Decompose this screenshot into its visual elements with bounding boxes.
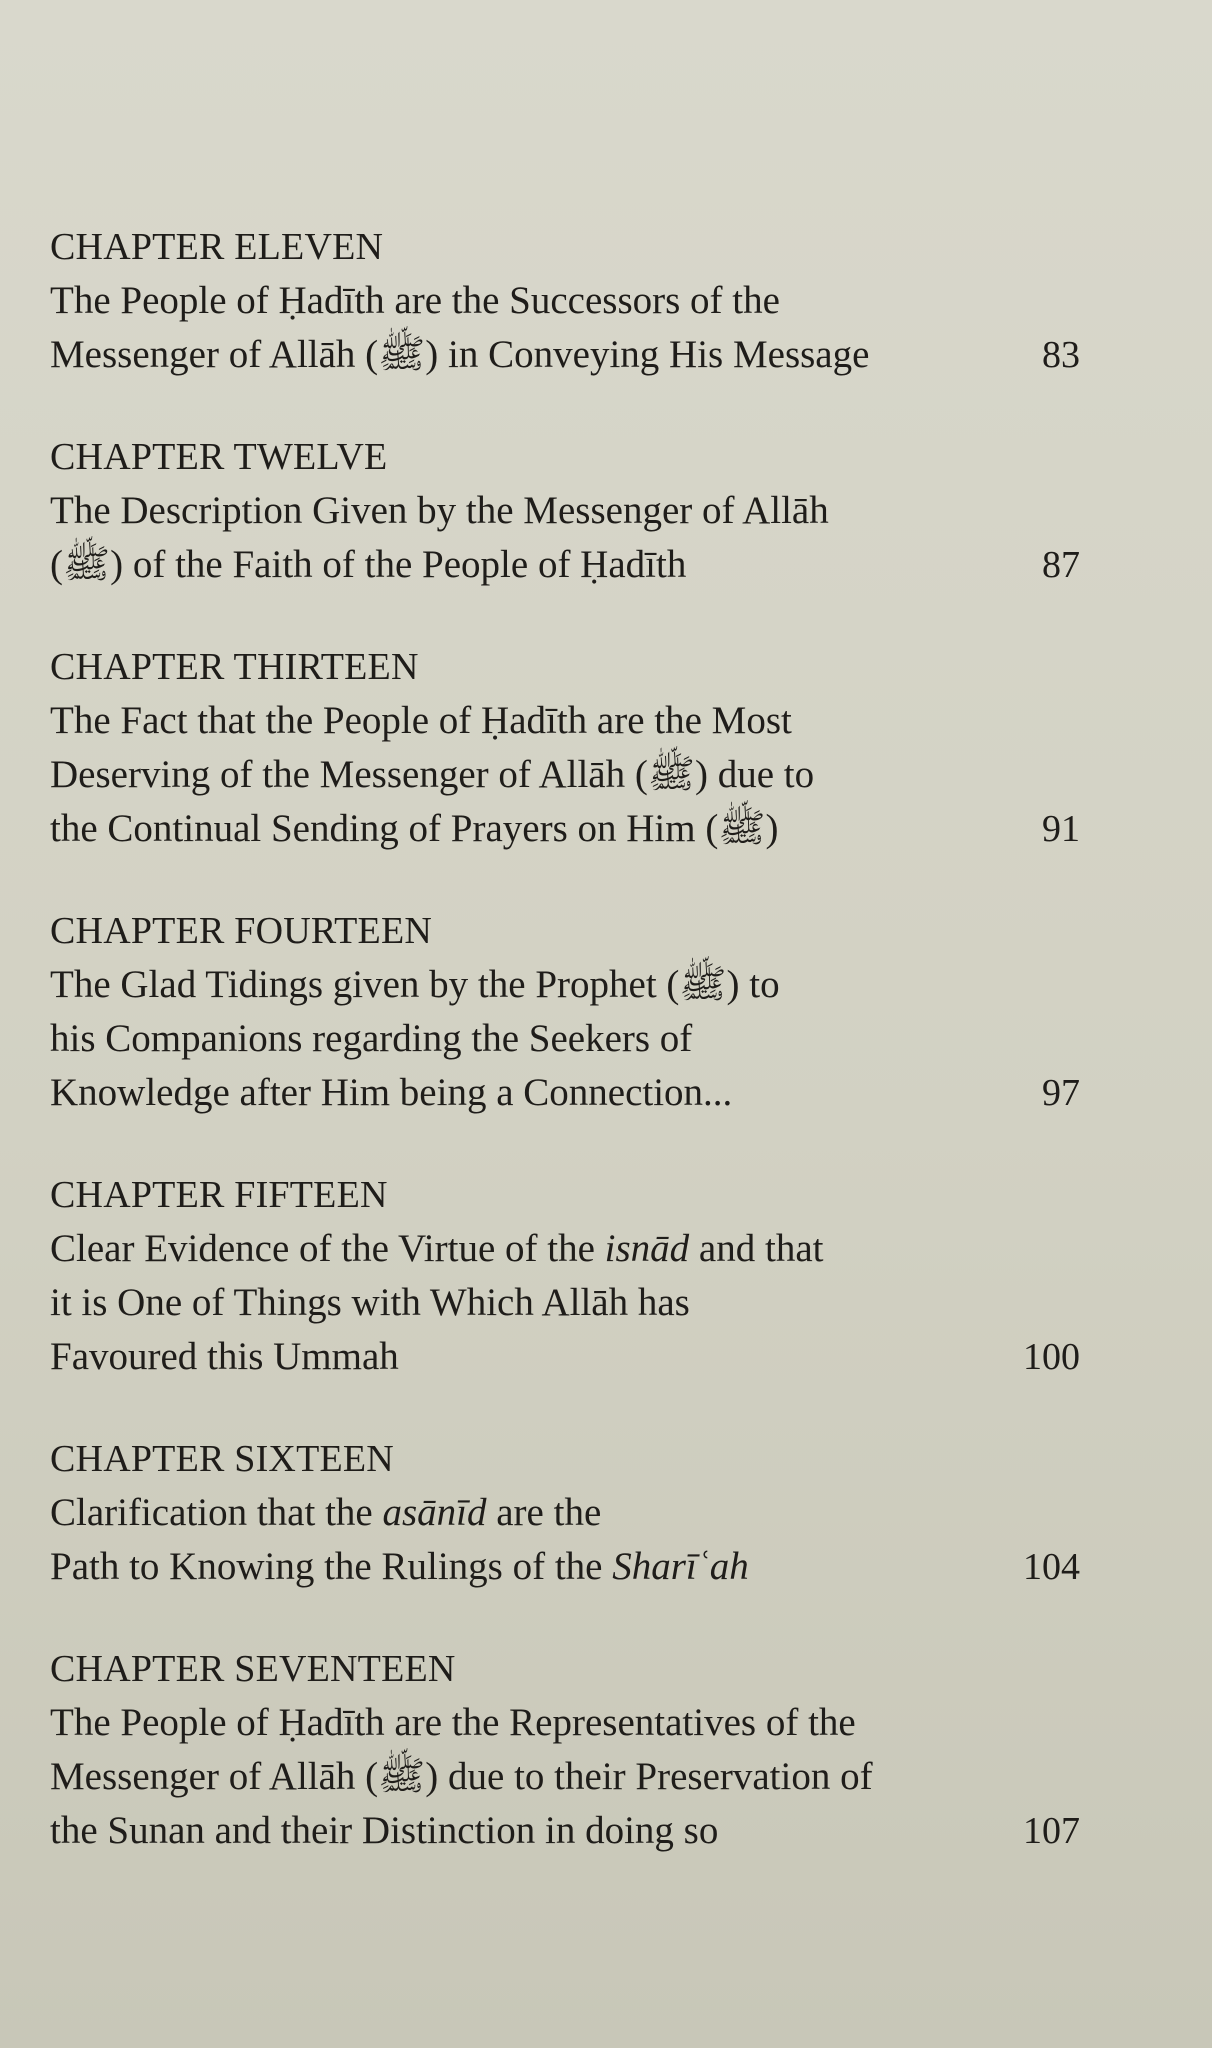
page-number: 83 (1042, 334, 1080, 376)
chapter-title-line: The Glad Tidings given by the Prophet (ﷺ) to (50, 963, 780, 1006)
chapter-title-line: Clarification that the asānīd are the (50, 1491, 602, 1534)
page-number: 87 (1042, 544, 1080, 586)
chapter-title-line: the Continual Sending of Prayers on Him (ﷺ) (50, 807, 779, 850)
chapter-title-line: Favoured this Ummah (50, 1335, 399, 1378)
table-of-contents (50, 220, 1080, 1858)
chapter-title-line: (ﷺ) of the Faith of the People of Ḥadīth (50, 543, 687, 586)
toc-entry-chapter-fifteen (50, 1168, 1080, 1384)
italic-term: Sharīʿah (612, 1545, 749, 1588)
toc-entry-chapter-twelve (50, 430, 1080, 592)
chapter-title-line: Messenger of Allāh (ﷺ) due to their Preservation of (50, 1755, 873, 1798)
chapter-heading: CHAPTER SIXTEEN (50, 1438, 394, 1480)
chapter-title-line: Deserving of the Messenger of Allāh (ﷺ) due to (50, 753, 815, 796)
chapter-heading: CHAPTER ELEVEN (50, 226, 384, 268)
italic-term: asānīd (382, 1491, 487, 1534)
chapter-heading: CHAPTER TWELVE (50, 436, 388, 478)
chapter-title-line: The People of Ḥadīth are the Successors of the (50, 279, 780, 322)
page-number: 91 (1042, 808, 1080, 850)
chapter-title-line: Messenger of Allāh (ﷺ) in Conveying His Message (50, 333, 870, 376)
italic-term: isnād (604, 1227, 690, 1270)
chapter-title-line: it is One of Things with Which Allāh has (50, 1281, 690, 1324)
chapter-title-line: Knowledge after Him being a Connection... (50, 1071, 733, 1114)
toc-entry-chapter-thirteen (50, 640, 1080, 856)
chapter-title-line: Clear Evidence of the Virtue of the isnād and that (50, 1227, 824, 1270)
page-number: 107 (1023, 1810, 1080, 1852)
chapter-title-line: his Companions regarding the Seekers of (50, 1017, 693, 1060)
chapter-heading: CHAPTER FOURTEEN (50, 910, 432, 952)
page-number: 104 (1023, 1546, 1080, 1588)
page-number: 97 (1042, 1072, 1080, 1114)
toc-entry-chapter-sixteen (50, 1432, 1080, 1594)
chapter-heading: CHAPTER FIFTEEN (50, 1174, 388, 1216)
toc-entry-chapter-seventeen (50, 1642, 1080, 1858)
toc-entry-chapter-fourteen (50, 904, 1080, 1120)
chapter-heading: CHAPTER SEVENTEEN (50, 1648, 456, 1690)
toc-entry-chapter-eleven (50, 220, 1080, 382)
chapter-title-line: The Description Given by the Messenger of Allāh (50, 489, 829, 532)
chapter-title-line: The Fact that the People of Ḥadīth are the Most (50, 699, 792, 742)
chapter-title-line: Path to Knowing the Rulings of the Sharīʿah (50, 1545, 749, 1588)
page-number: 100 (1023, 1336, 1080, 1378)
chapter-title-line: The People of Ḥadīth are the Representatives of the (50, 1701, 856, 1744)
chapter-heading: CHAPTER THIRTEEN (50, 646, 419, 688)
chapter-title-line: the Sunan and their Distinction in doing so (50, 1809, 719, 1852)
